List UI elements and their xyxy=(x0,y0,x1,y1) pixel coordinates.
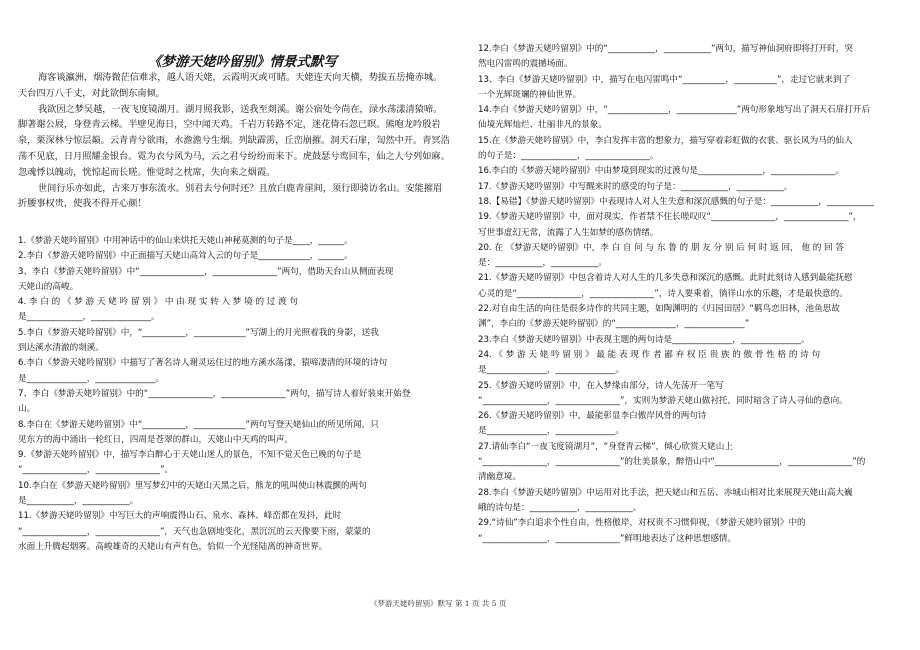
question-line: 天姥山的高峻。 xyxy=(18,281,79,292)
question-line: “_______________，_______________”。 xyxy=(18,465,173,476)
question-line: 26.《梦游天姥吟留别》中，最能彰显李白傲岸风骨的两句诗 xyxy=(478,411,707,422)
question-line: 清幽意境。 xyxy=(478,472,521,483)
question-item xyxy=(478,73,914,104)
question-line: 23.李白《梦游天姥吟留别》中表现主题的两句诗是______________，______________。 xyxy=(478,334,810,345)
question-item xyxy=(18,265,450,296)
question-item xyxy=(478,379,914,410)
question-line: 17.《梦游天姥吟留别》中写醒来时的感受的句子是：___________，___________。 xyxy=(478,181,793,192)
question-item xyxy=(478,134,914,165)
page-title: 《梦游天姥吟留别》情景式默写 xyxy=(148,54,337,70)
question-item xyxy=(478,210,914,241)
page-footer: 《梦游天姥吟留别》默写 第 1 页 共 5 页 xyxy=(370,599,507,608)
question-line: 是______________，______________。 xyxy=(478,426,625,437)
question-line: 心灵的是“_______________，_______________”，诗人要乘着，徜徉山水的乐趣，才是最快意的。 xyxy=(478,288,848,299)
question-line: 2.李白《梦游天姥吟留别》中正面描写天姥山高耸入云的句子是____________，______。 xyxy=(18,251,353,262)
left-question-list xyxy=(18,234,450,555)
question-line: 11.《梦游天姥吟留别》中写巨大的声响震得山石、泉水、森林、峰峦都在发抖，此时 xyxy=(18,511,342,522)
question-item xyxy=(18,249,450,264)
question-line: 4. 李 白 的 《 梦 游 天 姥 吟 留 别 》 中 由 现 实 转 入 梦 境 的 过 渡 句 xyxy=(18,297,299,308)
question-line: 18.【易错】《梦游天姥吟留别》中表现诗人对人生失意和深沉感慨的句子是：___________，___________ xyxy=(478,196,875,207)
question-line: 然电闪雷鸣的震撼场面。 xyxy=(478,59,573,70)
question-item xyxy=(18,295,450,326)
question-line: 20. 在 《梦游天姥吟留别》中，李 白 自 问 与 东 鲁 的 朋 友 分 别 后 何 时 返 回， 他 的 回 答 xyxy=(478,242,844,253)
question-item xyxy=(478,42,914,73)
question-item xyxy=(18,448,450,479)
question-item xyxy=(478,195,914,210)
question-item xyxy=(18,387,450,418)
question-line: “_______________，_______________”，实则为梦游天姥山做衬托，同时暗含了诗人寻仙的意向。 xyxy=(478,395,848,406)
question-line: 5.李白《梦游天姥吟留别》中，“__________，____________”写湖上的月光照着我的身影，送我 xyxy=(18,327,379,338)
poem-paragraph: 海客谈瀛洲，烟涛微茫信难求，越人语天姥，云霞明灭或可睹。天姥连天向天横，势拔五岳掩赤城。天台四万八千丈，对此欲倒东南倾。 xyxy=(18,72,443,99)
question-line: 到达溪水清澈的剡溪。 xyxy=(18,343,104,354)
question-line: 见东方的海中涌出一轮红日，四周是苍翠的群山，天姥山中天鸡的叫声。 xyxy=(18,434,294,445)
question-item xyxy=(478,333,914,348)
question-line: 27.请仙李白“一夜飞度镜湖月”，“身登青云梯”，倾心欣赏天姥山上 xyxy=(478,441,733,452)
question-line: “_______________，_______________”，天气也急剧地变化，黑沉沉的云天像要下雨，蒙蒙的 xyxy=(18,526,371,537)
question-line: 13、李白《梦游天姥吟留别》中，描写在电闪雷鸣中“__________，__________”，走过它就来到了 xyxy=(478,74,851,85)
question-line: 山。 xyxy=(18,404,36,415)
question-line: 15.在《梦游天姥吟留别》中，李白发挥丰富的想象力，描写穿着彩虹做的衣裳、驱长风为马的仙人 xyxy=(478,135,853,146)
question-line: 一个光辉斑斓的神仙世界。 xyxy=(478,89,582,100)
question-line: “_______________，_______________”鲜明地表达了这种思想感情。 xyxy=(478,533,737,544)
question-line: “_______________，_______________”的壮美景象，醉悟山中“_______________，_______________”的 xyxy=(478,457,866,468)
question-item xyxy=(18,479,450,510)
question-item xyxy=(18,509,450,555)
question-item xyxy=(478,440,914,486)
question-line: 21.《梦游天姥吟留别》中包含着诗人对人生的几多失意和深沉的感慨。此时此刻诗人感到最能抚慰 xyxy=(478,273,853,284)
question-line: 写世事虚幻无常，流露了人生如梦的感伤情绪。 xyxy=(478,227,659,238)
question-item xyxy=(478,180,914,195)
question-line: 22.对自由生活的向往是很多诗作的共同主题，如陶渊明的《归园田居》“羁鸟恋旧林，池鱼思故 xyxy=(478,304,840,315)
question-line: 3、李白《梦游天姥吟留别》中“_______________，_______________”两句，借助天台山从侧面表现 xyxy=(18,266,394,277)
question-line: 渊”，李白的《梦游天姥吟留别》的“______________，______________” xyxy=(478,319,750,330)
question-item xyxy=(18,418,450,449)
question-item xyxy=(478,241,914,272)
question-line: 14.李白《梦游天姥吟留别》中，“______________，______________”两句形象地写出了洞天石扉打开后 xyxy=(478,105,871,116)
question-line: 是___________，___________。 xyxy=(18,496,139,507)
question-line: 28.李白《梦游天姥吟留别》中运用对比手法，把天姥山和五岳、赤城山相对比来展现天姥山高大巍 xyxy=(478,487,853,498)
question-line: 12.李白《梦游天姥吟留别》中的“___________，___________”两句，描写神仙洞府即将打开时，突 xyxy=(478,44,853,54)
question-item xyxy=(478,302,914,333)
question-line: 9.《梦游天姥吟留别》中，描写李白醉心于天姥山迷人的景色，不知不觉天色已晚的句子是 xyxy=(18,450,362,461)
question-line: 8.李白在《梦游天姥吟留别》中“__________，____________”两句写登天姥仙山的所见所闻，只 xyxy=(18,419,379,430)
question-line: 是_____________，______________。 xyxy=(18,312,160,323)
poem-text xyxy=(18,70,450,212)
question-line: 是______________，______________。 xyxy=(18,373,165,384)
poem-paragraph: 世间行乐亦如此，古来万事东流水。别君去兮何时还？且放白鹿青崖间，须行即骑访名山。安能摧眉折腰事权贵，使我不得开心颜！ xyxy=(18,182,443,210)
question-line: 1.《梦游天姥吟留别》中用神话中的仙山来烘托天姥山神秘莫测的句子是____，______。 xyxy=(18,236,353,246)
question-item xyxy=(478,164,914,179)
question-item xyxy=(18,326,450,357)
question-line: 是______________，______________。 xyxy=(478,365,625,376)
question-line: 水面上升腾起烟雾。高峻雄奇的天姥山有声有色，恰似一个光怪陆离的神奇世界。 xyxy=(18,541,328,552)
question-item xyxy=(478,486,914,517)
question-line: 仙境光辉灿烂、壮丽非凡的景象。 xyxy=(478,120,607,131)
question-item xyxy=(18,234,450,249)
question-item xyxy=(478,348,914,379)
question-line: 24. 《 梦 游 天 姥 吟 留 别 》 最 能 表 现 作 者 鄙 弃 权 臣 贵 族 的 傲 骨 性 格 的 诗 句 xyxy=(478,349,821,360)
question-line: 的句子是：_____________，_______________。 xyxy=(478,151,659,162)
question-item xyxy=(18,356,450,387)
poem-paragraph: 我欲因之梦吴越，一夜飞度镜湖月。湖月照我影，送我至剡溪。谢公宿处今尚在，渌水荡漾清猿啼。脚著谢公屐，身登青云梯。半壁见海日，空中闻天鸡。千岩万转路不定，迷花倚石忽已暝。熊咆龙吟殷岩泉，栗深林兮惊层巅。云青青兮欲雨，水澹澹兮生烟。列缺霹雳，丘峦崩摧。洞天石扉，訇然中开。青冥浩荡不见底，日月照耀金银台。霓为衣兮风为马，云之君兮纷纷而来下。虎鼓瑟兮鸾回车，仙之人兮列如麻。忽魂悸以魄动，恍惊起而长嗟。惟觉时之枕席，失向来之烟霞。 xyxy=(18,103,450,178)
question-item xyxy=(478,103,914,134)
question-item xyxy=(478,516,914,547)
question-item xyxy=(478,409,914,440)
question-line: 峨的诗句是：___________，___________。 xyxy=(478,502,642,513)
question-item xyxy=(478,271,914,302)
question-line: 29.“诗仙”李白追求个性自由，性格傲岸，对权贵不习惯仰视，《梦游天姥吟留别》中的 xyxy=(478,518,806,529)
question-line: 19.《梦游天姥吟留别》中，面对现实，作者禁不住长嗟叹叹“_______________，_______________”， xyxy=(478,212,862,223)
question-line: 7、李白《梦游天姥吟留别》中的“_______________，_______________”两句，描写诗人着好装束开始登 xyxy=(18,388,411,399)
question-line: 10.李白在《梦游天姥吟留别》里写梦幻中的天姥山天黑之后，熊龙的吼叫使山林震颤的两句 xyxy=(18,480,367,491)
question-line: 6.李白《梦游天姥吟留别》中描写了著名诗人谢灵运住过的地方溪水荡漾，猿啼凄清的环境的诗句 xyxy=(18,358,388,369)
question-line: 是：___________，___________。 xyxy=(478,258,607,269)
question-line: 25.《梦游天姥吟留别》中，在入梦缘由部分，诗人先荡开一笔写 xyxy=(478,380,724,391)
right-question-list xyxy=(478,42,914,547)
question-line: 16.李白的《梦游天姥吟留别》中由梦境到现实的过渡句是_______________，_______________。 xyxy=(478,166,845,177)
